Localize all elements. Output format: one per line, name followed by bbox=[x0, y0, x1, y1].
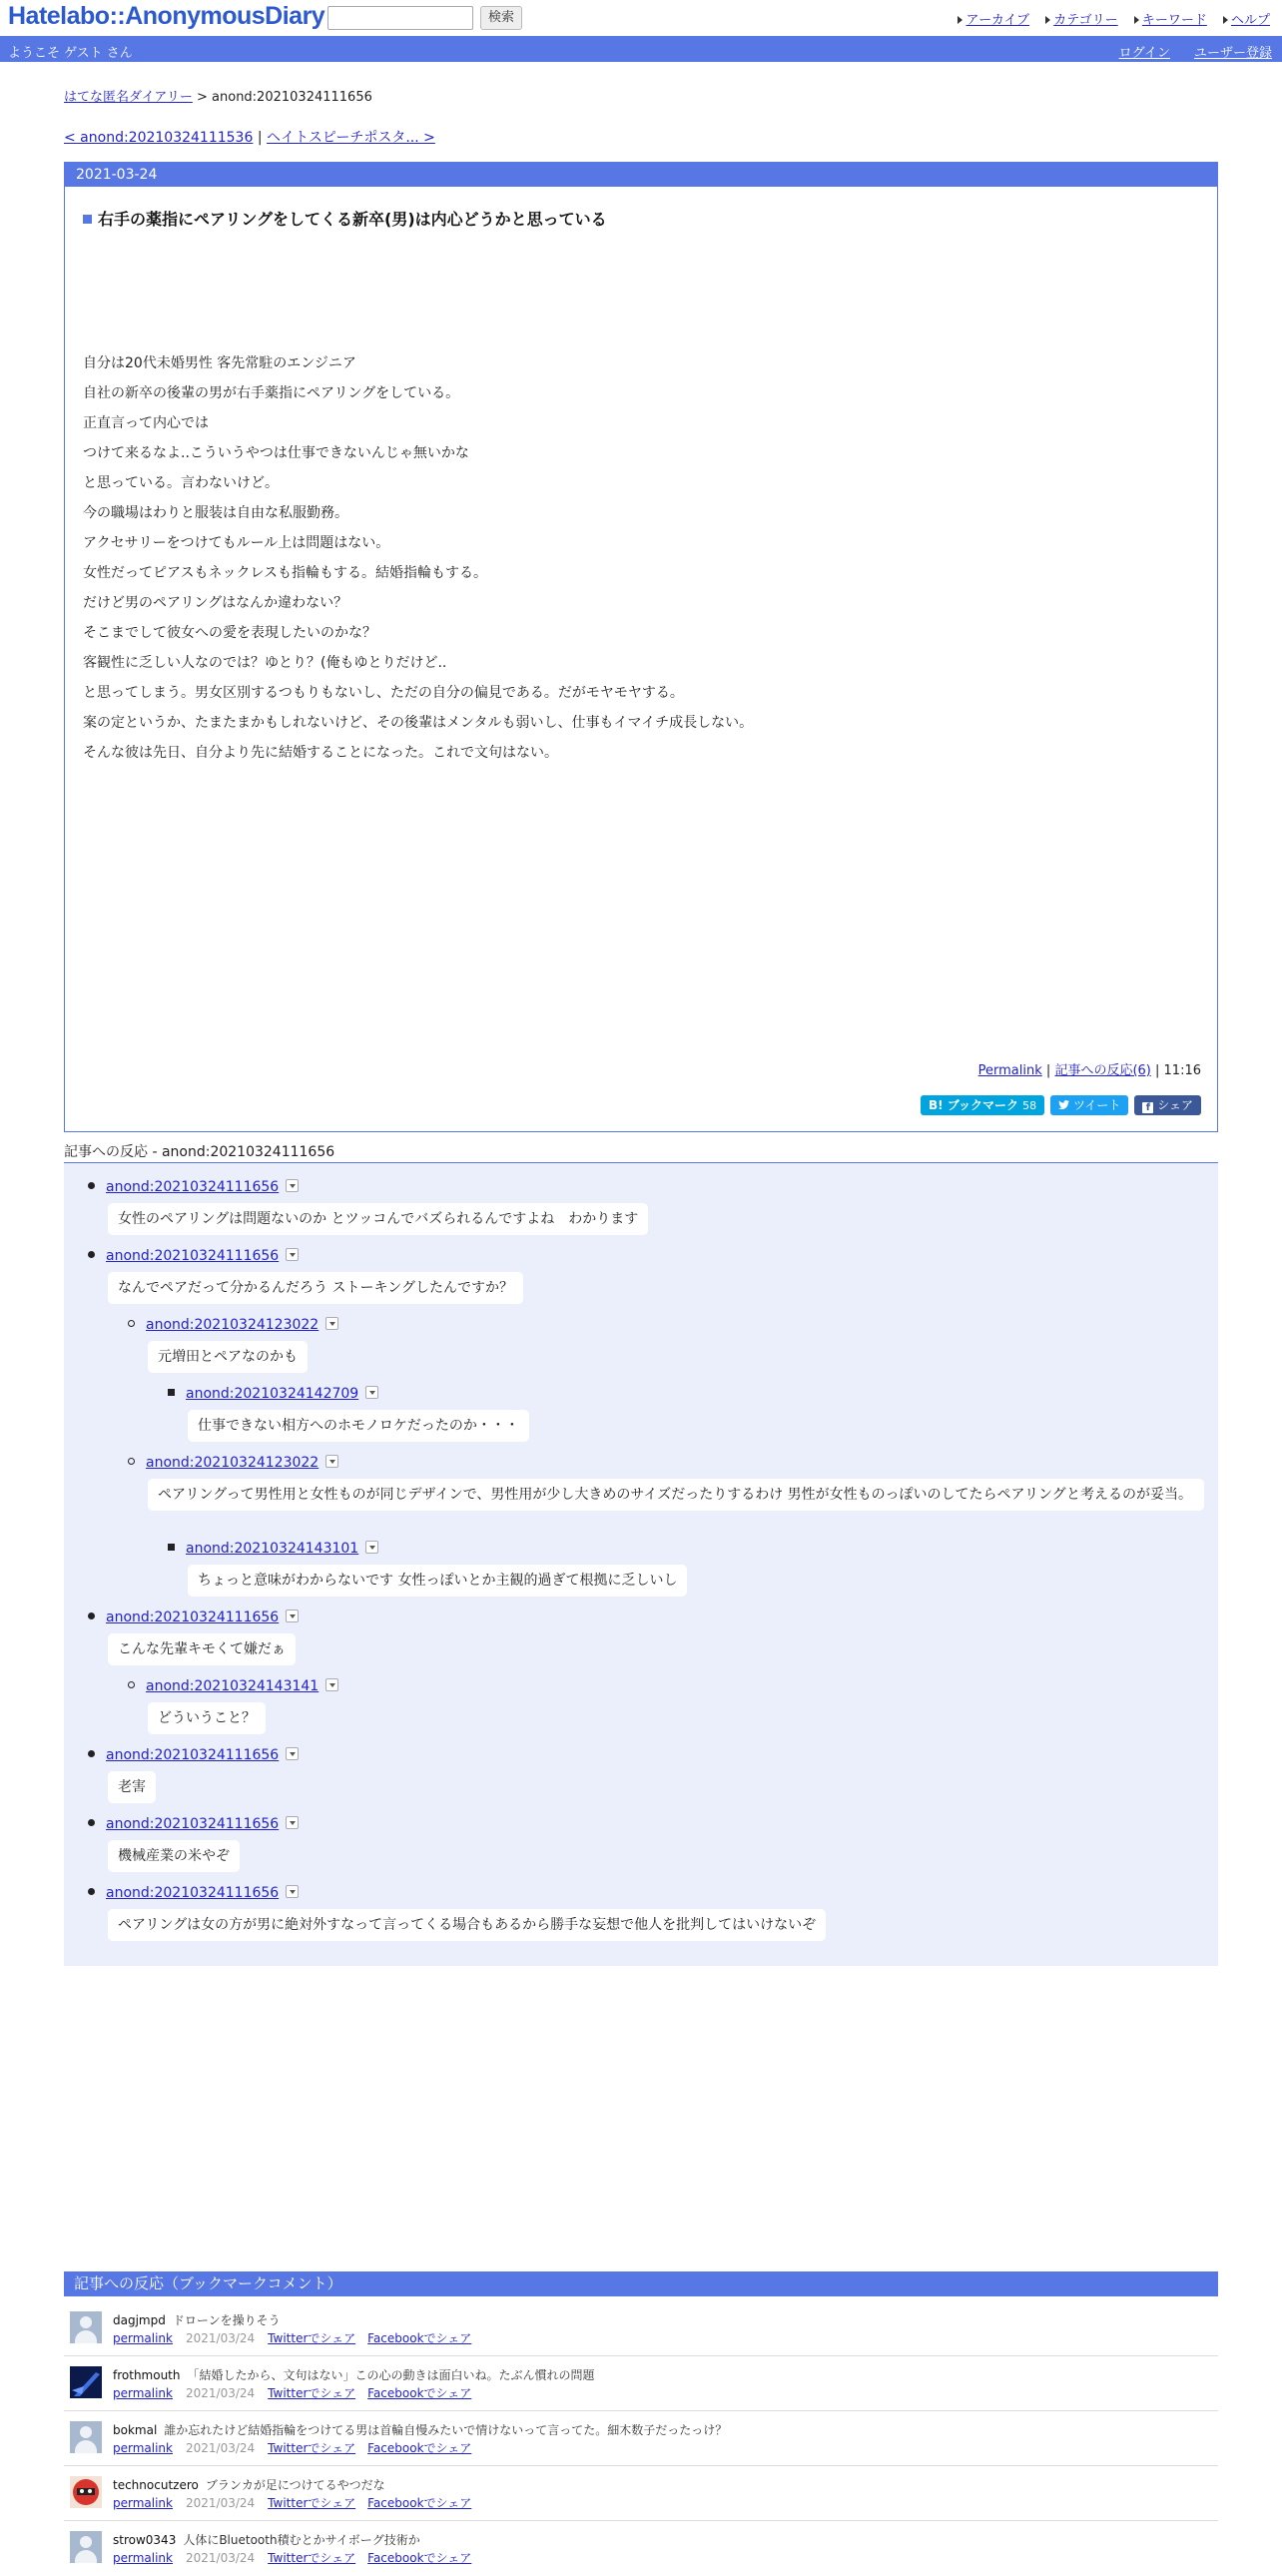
entry-body-line: 今の職場はわりと服装は自由な私服勤務。 bbox=[83, 505, 348, 521]
bookmark-permalink[interactable]: permalink bbox=[113, 2551, 173, 2565]
bullet-icon bbox=[88, 1251, 95, 1258]
avatar[interactable] bbox=[70, 2421, 102, 2453]
footer-separator: | bbox=[1155, 1063, 1160, 1078]
avatar-body bbox=[75, 2440, 97, 2453]
bookmark-comments-heading: 記事への反応（ブックマークコメント） bbox=[64, 2271, 1218, 2296]
bookmark-permalink[interactable]: permalink bbox=[113, 2386, 173, 2400]
avatar[interactable] bbox=[70, 2476, 102, 2508]
avatar[interactable] bbox=[70, 2366, 102, 2398]
site-logo[interactable]: Hatelabo::AnonymousDiary bbox=[8, 2, 325, 30]
bookmark-date: 2021/03/24 bbox=[186, 2386, 256, 2400]
pager-separator: | bbox=[257, 130, 263, 146]
response-link[interactable]: anond:20210324111656 bbox=[106, 1747, 280, 1763]
bookmark-permalink[interactable]: permalink bbox=[113, 2496, 173, 2510]
breadcrumb-current: anond:20210324111656 bbox=[212, 90, 372, 105]
bullet-icon bbox=[128, 1320, 135, 1327]
bookmark-comment bbox=[64, 2301, 1218, 2356]
response-item bbox=[88, 1610, 299, 1625]
bookmark-comments bbox=[64, 2271, 1218, 2565]
avatar-body bbox=[75, 2550, 97, 2563]
response-body: こんな先輩キモくて嫌だぁ bbox=[108, 1633, 296, 1665]
response-body: どういうこと？ bbox=[148, 1702, 266, 1734]
triangle-icon bbox=[958, 16, 962, 24]
dropdown-icon[interactable] bbox=[325, 1317, 338, 1330]
prev-entry-link[interactable]: < anond:20210324111536 bbox=[64, 130, 254, 146]
response-body: 女性のペアリングは問題ないのか とツッコんでバズられるんですよね わかります bbox=[108, 1203, 648, 1235]
bookmark-user[interactable]: technocutzero bbox=[113, 2478, 199, 2492]
bullet-icon bbox=[128, 1681, 135, 1688]
response-link[interactable]: anond:20210324143101 bbox=[186, 1541, 359, 1557]
bookmark-comment bbox=[64, 2521, 1218, 2576]
response-item bbox=[128, 1317, 338, 1333]
response-item bbox=[128, 1678, 338, 1694]
welcome-bar bbox=[0, 36, 1282, 62]
dropdown-icon[interactable] bbox=[325, 1455, 338, 1468]
nav-help-link[interactable]: ヘルプ bbox=[1230, 13, 1270, 28]
facebook-share-link[interactable]: Facebookでシェア bbox=[367, 2551, 472, 2565]
response-item bbox=[88, 1248, 299, 1264]
dropdown-icon[interactable] bbox=[325, 1678, 338, 1691]
bullet-icon bbox=[168, 1389, 175, 1396]
response-body: 老害 bbox=[108, 1771, 156, 1803]
response-link[interactable]: anond:20210324143141 bbox=[146, 1678, 320, 1694]
entry-footer bbox=[978, 1059, 1201, 1078]
entry-body-line: だけど男のペアリングはなんか違わない？ bbox=[83, 595, 348, 611]
response-link[interactable]: anond:20210324123022 bbox=[146, 1317, 320, 1333]
dropdown-icon[interactable] bbox=[286, 1885, 299, 1898]
entry-body-line: 客観性に乏しい人なのでは？ゆとり？(俺もゆとりだけど.. bbox=[83, 655, 447, 671]
share-buttons bbox=[921, 1095, 1201, 1115]
bullet-icon bbox=[88, 1819, 95, 1826]
nav-archive-link[interactable]: アーカイブ bbox=[965, 13, 1030, 28]
avatar-head bbox=[80, 2536, 92, 2548]
entry-time: 11:16 bbox=[1163, 1063, 1201, 1078]
entry-body-line: 自社の新卒の後輩の男が右手薬指にペアリングをしている。 bbox=[83, 385, 460, 401]
entry-body-line: 女性だってピアスもネックレスも指輪もする。結婚指輪もする。 bbox=[83, 565, 488, 581]
register-link[interactable]: ユーザー登録 bbox=[1193, 46, 1272, 61]
bookmark-date: 2021/03/24 bbox=[186, 2551, 256, 2565]
entry-body-line: アクセサリーをつけてもルール上は問題はない。 bbox=[83, 535, 390, 551]
responses-tree bbox=[64, 1163, 1218, 1966]
dropdown-icon[interactable] bbox=[286, 1610, 299, 1622]
response-item bbox=[168, 1541, 378, 1557]
facebook-share-label: シェア bbox=[1157, 1098, 1193, 1112]
bullet-icon bbox=[88, 1182, 95, 1189]
nav-help[interactable] bbox=[1223, 13, 1270, 28]
bookmark-comment-text: ブランカが足につけてるやつだな bbox=[205, 2478, 385, 2492]
avatar[interactable] bbox=[70, 2311, 102, 2343]
hatena-bookmark-button[interactable] bbox=[921, 1095, 1044, 1115]
bookmark-user[interactable]: bokmal bbox=[113, 2423, 158, 2437]
square-bullet-icon[interactable] bbox=[83, 215, 92, 224]
twitter-share-link[interactable]: Twitterでシェア bbox=[268, 2441, 356, 2455]
tweet-label: ツイート bbox=[1073, 1098, 1121, 1112]
breadcrumb bbox=[64, 86, 372, 105]
twitter-share-link[interactable]: Twitterでシェア bbox=[268, 2551, 356, 2565]
bookmark-date: 2021/03/24 bbox=[186, 2441, 256, 2455]
bookmark-permalink[interactable]: permalink bbox=[113, 2331, 173, 2345]
bullet-icon bbox=[88, 1612, 95, 1619]
bookmark-comment-text: 「結婚したから、文句はない」この心の動きは面白いね。たぶん慣れの問題 bbox=[187, 2368, 595, 2382]
avatar-head bbox=[80, 2426, 92, 2438]
bullet-icon bbox=[168, 1544, 175, 1551]
footer-separator: | bbox=[1045, 1063, 1051, 1078]
response-item bbox=[88, 1179, 299, 1195]
bookmark-count: 58 bbox=[1022, 1099, 1037, 1112]
avatar-body bbox=[75, 2330, 97, 2343]
bullet-icon bbox=[128, 1458, 135, 1465]
facebook-share-link[interactable]: Facebookでシェア bbox=[367, 2496, 472, 2510]
response-link[interactable]: anond:20210324111656 bbox=[106, 1816, 280, 1832]
response-item bbox=[88, 1816, 299, 1832]
entry-date: 2021-03-24 bbox=[65, 163, 1217, 187]
entry-body-line: 自分は20代未婚男性 客先常駐のエンジニア bbox=[83, 355, 356, 371]
response-item bbox=[168, 1386, 378, 1402]
pager bbox=[64, 127, 435, 147]
response-link[interactable]: anond:20210324123022 bbox=[146, 1455, 320, 1471]
triangle-icon bbox=[1134, 16, 1139, 24]
breadcrumb-home-link[interactable]: はてな匿名ダイアリー bbox=[64, 90, 193, 105]
response-body: なんでペアだって分かるんだろう ストーキングしたんですか？ bbox=[108, 1272, 523, 1304]
response-body: ペアリングって男性用と女性ものが同じデザインで、男性用が少し大きめのサイズだったりするわけ 男性が女性ものっぽいのしてたらペアリングと考えるのが妥当。 bbox=[148, 1479, 1204, 1511]
site-header bbox=[0, 0, 1282, 36]
entry-body-line: 正直言って内心では bbox=[83, 415, 209, 431]
facebook-icon: f bbox=[1142, 1102, 1153, 1113]
responses-heading: 記事への反応 - anond:20210324111656 bbox=[64, 1141, 1218, 1163]
bookmark-user[interactable]: strow0343 bbox=[113, 2533, 177, 2547]
triangle-icon bbox=[1045, 16, 1050, 24]
bookmark-comment-text: 人体にBluetooth積むとかサイボーグ技術か bbox=[183, 2533, 420, 2547]
nav-category-link[interactable]: カテゴリー bbox=[1053, 13, 1118, 28]
response-body: ちょっと意味がわからないです 女性っぽいとか主観的過ぎて根拠に乏しいし bbox=[188, 1565, 687, 1597]
response-item bbox=[128, 1455, 338, 1471]
entry-body-line: そんな彼は先日、自分より先に結婚することになった。これで文句はない。 bbox=[83, 745, 558, 761]
response-link[interactable]: anond:20210324111656 bbox=[106, 1248, 280, 1264]
bookmark-comment-text: 誰か忘れたけど結婚指輪をつけてる男は首輪自慢みたいで情けないって言ってた。細木数子だったっけ？ bbox=[164, 2423, 728, 2437]
entry-body-line: と思っている。言わないけど。 bbox=[83, 475, 279, 491]
twitter-bird-icon bbox=[1058, 1098, 1069, 1112]
twitter-share-link[interactable]: Twitterでシェア bbox=[268, 2386, 356, 2400]
bookmark-comment-text: ドローンを操りそう bbox=[172, 2313, 281, 2327]
top-nav bbox=[946, 9, 1270, 28]
tweet-button[interactable] bbox=[1050, 1095, 1128, 1115]
nav-keyword[interactable] bbox=[1134, 13, 1207, 28]
hatena-bookmark-label: B! ブックマーク bbox=[929, 1098, 1018, 1112]
nav-keyword-link[interactable]: キーワード bbox=[1141, 13, 1207, 28]
reactions-link[interactable]: 記事への反応(6) bbox=[1054, 1063, 1151, 1078]
bookmark-comment bbox=[64, 2466, 1218, 2521]
bookmark-user[interactable]: dagjmpd bbox=[113, 2313, 166, 2327]
response-link[interactable]: anond:20210324111656 bbox=[106, 1885, 280, 1901]
nav-category[interactable] bbox=[1045, 13, 1117, 28]
response-body: 機械産業の米やぞ bbox=[108, 1840, 240, 1872]
facebook-share-link[interactable]: Facebookでシェア bbox=[367, 2331, 472, 2345]
search-input[interactable] bbox=[327, 6, 473, 30]
breadcrumb-separator: > bbox=[196, 90, 208, 105]
response-body: 元増田とペアなのかも bbox=[148, 1341, 308, 1373]
dropdown-icon[interactable] bbox=[286, 1747, 299, 1760]
twitter-share-link[interactable]: Twitterでシェア bbox=[268, 2331, 356, 2345]
response-link[interactable]: anond:20210324142709 bbox=[186, 1386, 359, 1402]
bookmark-user[interactable]: frothmouth bbox=[113, 2368, 181, 2382]
bullet-icon bbox=[88, 1888, 95, 1895]
entry-body bbox=[83, 348, 1191, 768]
bookmark-permalink[interactable]: permalink bbox=[113, 2441, 173, 2455]
welcome-text: ようこそ ゲスト さん bbox=[8, 46, 133, 61]
response-body: 仕事できない相方へのホモノロケだったのか・・・ bbox=[188, 1410, 529, 1442]
dropdown-icon[interactable] bbox=[286, 1816, 299, 1829]
entry-body-line: つけて来るなよ..こういうやつは仕事できないんじゃ無いかな bbox=[83, 445, 469, 461]
response-body: ペアリングは女の方が男に絶対外すなって言ってくる場合もあるから勝手な妄想で他人を批判してはいけないぞ bbox=[108, 1909, 826, 1941]
facebook-share-link[interactable]: Facebookでシェア bbox=[367, 2386, 472, 2400]
response-link[interactable]: anond:20210324111656 bbox=[106, 1610, 280, 1625]
entry-body-line: と思ってしまう。男女区別するつもりもないし、ただの自分の偏見である。だがモヤモヤする。 bbox=[83, 685, 684, 701]
avatar[interactable] bbox=[70, 2531, 102, 2563]
triangle-icon bbox=[1223, 16, 1228, 24]
permalink-link[interactable]: Permalink bbox=[977, 1063, 1042, 1078]
avatar-head bbox=[80, 2316, 92, 2328]
bookmark-date: 2021/03/24 bbox=[186, 2496, 256, 2510]
diary-entry bbox=[64, 162, 1218, 1132]
bookmark-date: 2021/03/24 bbox=[186, 2331, 256, 2345]
response-link[interactable]: anond:20210324111656 bbox=[106, 1179, 280, 1195]
facebook-share-button[interactable] bbox=[1134, 1095, 1201, 1115]
bookmark-comment bbox=[64, 2411, 1218, 2466]
login-link[interactable]: ログイン bbox=[1118, 46, 1170, 61]
entry-body-line: 案の定というか、たまたまかもしれないけど、その後輩はメンタルも弱いし、仕事もイマイチ成長しない。 bbox=[83, 715, 754, 731]
next-entry-link[interactable]: ヘイトスピーチポスタ... > bbox=[267, 130, 435, 146]
dropdown-icon[interactable] bbox=[286, 1248, 299, 1261]
entry-body-line: そこまでして彼女への愛を表現したいのかな？ bbox=[83, 625, 376, 641]
dropdown-icon[interactable] bbox=[365, 1386, 378, 1399]
entry-title-text: 右手の薬指にペアリングをしてくる新卒(男)は内心どうかと思っている bbox=[98, 210, 607, 229]
entry-title bbox=[83, 207, 607, 230]
bullet-icon bbox=[88, 1750, 95, 1757]
facebook-share-link[interactable]: Facebookでシェア bbox=[367, 2441, 472, 2455]
dropdown-icon[interactable] bbox=[286, 1179, 299, 1192]
response-item bbox=[88, 1747, 299, 1763]
twitter-share-link[interactable]: Twitterでシェア bbox=[268, 2496, 356, 2510]
dropdown-icon[interactable] bbox=[365, 1541, 378, 1554]
response-item bbox=[88, 1885, 299, 1901]
search-button[interactable]: 検索 bbox=[480, 6, 522, 30]
bookmark-comment bbox=[64, 2356, 1218, 2411]
nav-archive[interactable] bbox=[958, 13, 1029, 28]
